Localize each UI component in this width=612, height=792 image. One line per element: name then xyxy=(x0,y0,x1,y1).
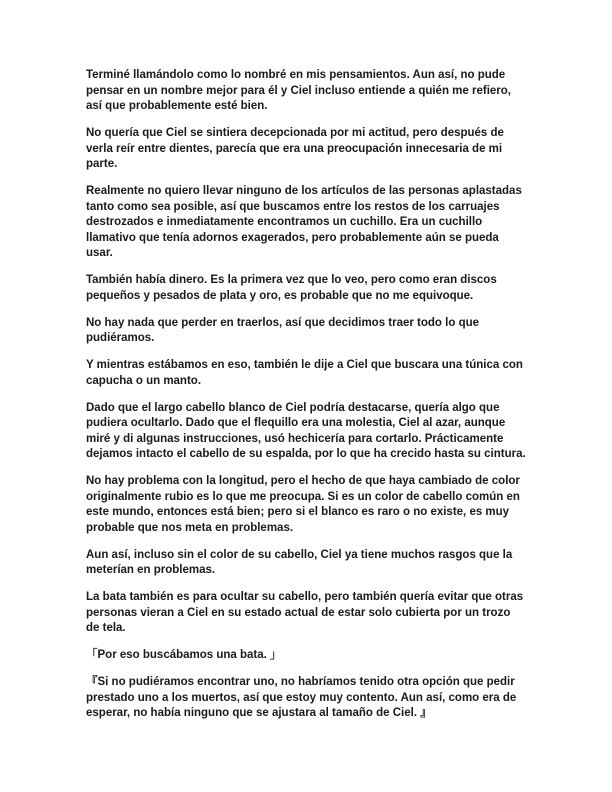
paragraph: Y mientras estábamos en eso, también le dije a Ciel que buscara una túnica con capucha o un manto. xyxy=(86,359,523,387)
dialogue-line: 『Si no pudiéramos encontrar uno, no habríamos tenido otra opción que pedir prestado uno a los muertos, así que estoy muy contento. Aun así, como era de esperar, no había ninguno que se ajustara al tamaño de Ciel. 』 xyxy=(86,676,517,719)
paragraph: Terminé llamándolo como lo nombré en mis pensamientos. Aun así, no pude pensar en un nombre mejor para él y Ciel incluso entiende a quién me refiero, así que probablemente esté bien. xyxy=(86,69,511,112)
paragraph: También había dinero. Es la primera vez que lo veo, pero como eran discos pequeños y pesados de plata y oro, es probable que no me equivoque. xyxy=(86,274,497,302)
paragraph: No quería que Ciel se sintiera decepcionada por mi actitud, pero después de verla reír entre dientes, parecía que era una preocupación innecesaria de mi parte. xyxy=(86,127,504,170)
paragraph: No hay nada que perder en traerlos, así que decidimos traer todo lo que pudiéramos. xyxy=(86,316,480,344)
paragraph: Realmente no quiero llevar ninguno de los artículos de las personas aplastadas tanto como sea posible, así que buscamos entre los restos de los carruajes destrozados e inmediatamente encontramos un cuchillo. Era un cuchillo llamativo que tenía adornos exagerados, pero probablemente aún se pueda usar. xyxy=(86,185,522,259)
text-body xyxy=(86,68,526,733)
paragraph: Aun así, incluso sin el color de su cabello, Ciel ya tiene muchos rasgos que la meterían en problemas. xyxy=(86,548,513,576)
paragraph: La bata también es para ocultar su cabello, pero también quería evitar que otras personas vieran a Ciel en su estado actual de estar solo cubierta por un trozo de tela. xyxy=(86,591,524,634)
paragraph: No hay problema con la longitud, pero el hecho de que haya cambiado de color originalmente rubio es lo que me preocupa. Si es un color de cabello común en este mundo, entonces está bien; pero si el blanco es raro o no existe, es muy probable que nos meta en problemas. xyxy=(86,475,520,534)
dialogue-line: 「Por eso buscábamos una bata. 」 xyxy=(86,649,282,661)
paragraph: Dado que el largo cabello blanco de Ciel podría destacarse, quería algo que pudiera ocultarlo. Dado que el flequillo era una molestia, Ciel al azar, aunque miré y di algunas instrucciones, usó hechicería para cortarlo. Prácticamente dejamos intacto el cabello de su espalda, por lo que ha crecido hasta su cintura. xyxy=(86,401,526,460)
